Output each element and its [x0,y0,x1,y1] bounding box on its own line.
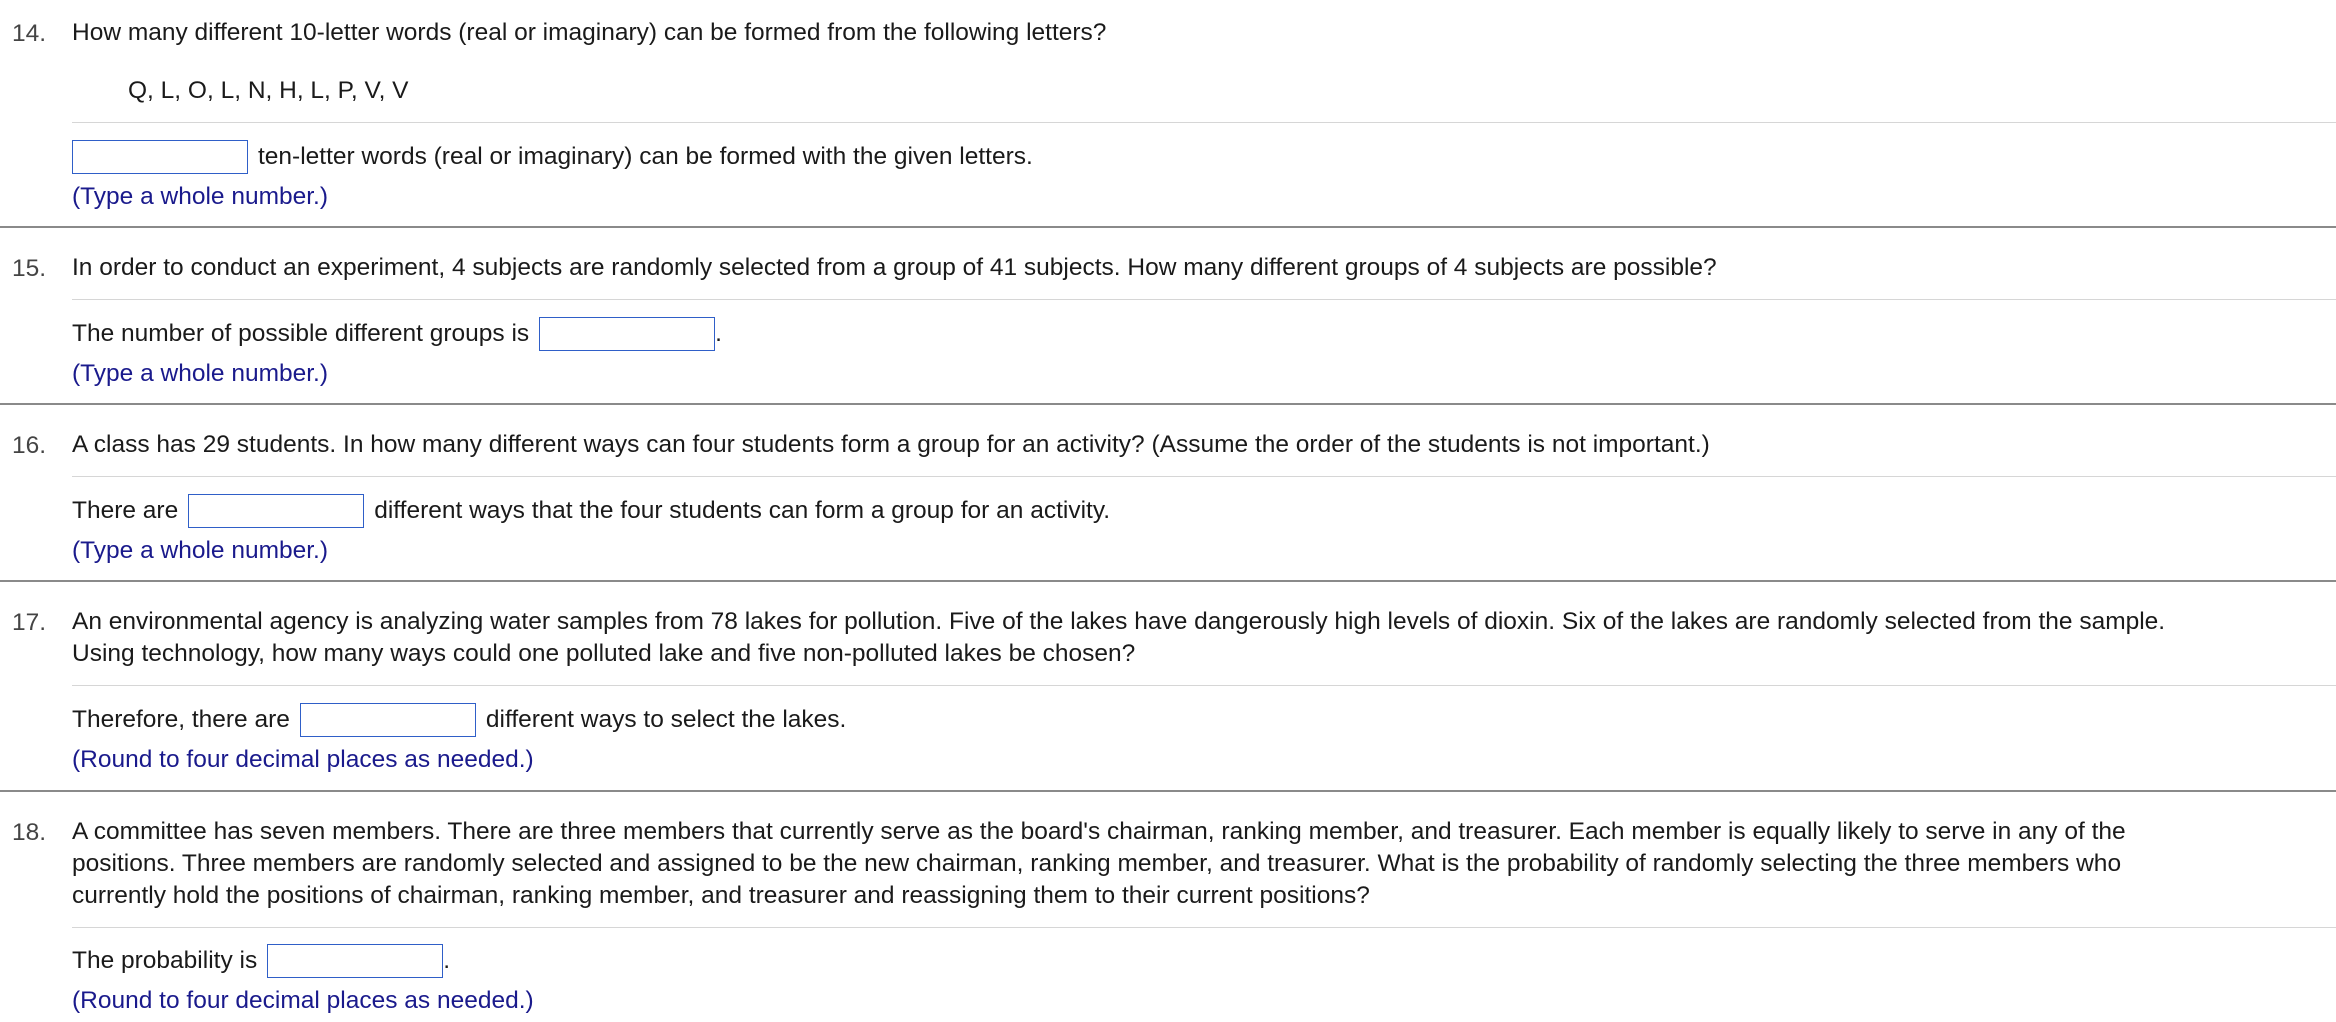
question-text-line-2: Using technology, how many ways could one polluted lake and five non-polluted lakes be chosen? [72,640,1136,667]
answer-prefix: The probability is [72,947,258,974]
question-text: A class has 29 students. In how many different ways can four students form a group for an activity? (Assume the order of the students is not important.) [72,431,1710,458]
answer-suffix: ten-letter words (real or imaginary) can be formed with the given letters. [258,143,1033,170]
answer-line [72,492,1110,530]
answer-line [72,942,450,980]
question-divider [0,790,2336,792]
divider [72,299,2336,300]
answer-line [72,701,846,739]
answer-prefix: Therefore, there are [72,706,290,733]
answer-suffix: . [443,947,451,974]
answer-input[interactable] [72,140,248,174]
letter-list: Q, L, O, L, N, H, L, P, V, V [128,77,409,104]
answer-hint: (Round to four decimal places as needed.) [72,987,534,1014]
question-number: 18. [12,819,47,846]
divider [72,476,2336,477]
question-divider [0,226,2336,228]
question-text-line-3: currently hold the positions of chairman, ranking member, and treasurer and reassigning them to their current positions? [72,882,1370,909]
answer-suffix: different ways that the four students can form a group for an activity. [374,497,1111,524]
question-text: How many different 10-letter words (real or imaginary) can be formed from the following letters? [72,19,1107,46]
answer-line [72,138,1033,176]
divider [72,685,2336,686]
answer-input[interactable] [539,317,715,351]
answer-input[interactable] [300,703,476,737]
answer-hint: (Type a whole number.) [72,537,329,564]
question-divider [0,403,2336,405]
answer-suffix: different ways to select the lakes. [485,706,847,733]
answer-input[interactable] [188,494,364,528]
question-text-line-1: An environmental agency is analyzing water samples from 78 lakes for pollution. Five of the lakes have dangerously high levels of dioxin. Six of the lakes are randomly selected from the sample. [72,608,2166,635]
divider [72,927,2336,928]
question-divider [0,580,2336,582]
question-text-line-2: positions. Three members are randomly selected and assigned to be the new chairman, ranking member, and treasurer. What is the probability of randomly selecting the three members who [72,850,2122,877]
answer-input[interactable] [267,944,443,978]
answer-hint: (Type a whole number.) [72,360,329,387]
answer-hint: (Round to four decimal places as needed.) [72,746,534,773]
question-number: 16. [12,432,47,459]
answer-line [72,315,722,353]
question-number: 17. [12,609,47,636]
answer-hint: (Type a whole number.) [72,183,329,210]
answer-prefix: The number of possible different groups is [72,320,530,347]
question-text-line-1: A committee has seven members. There are three members that currently serve as the board's chairman, ranking member, and treasurer. Each member is equally likely to serve in any of the [72,818,2126,845]
answer-prefix: There are [72,497,179,524]
answer-suffix: . [715,320,722,347]
question-number: 15. [12,255,47,282]
divider [72,122,2336,123]
question-number: 14. [12,20,47,47]
question-text: In order to conduct an experiment, 4 subjects are randomly selected from a group of 41 subjects. How many different groups of 4 subjects are possible? [72,254,1717,281]
